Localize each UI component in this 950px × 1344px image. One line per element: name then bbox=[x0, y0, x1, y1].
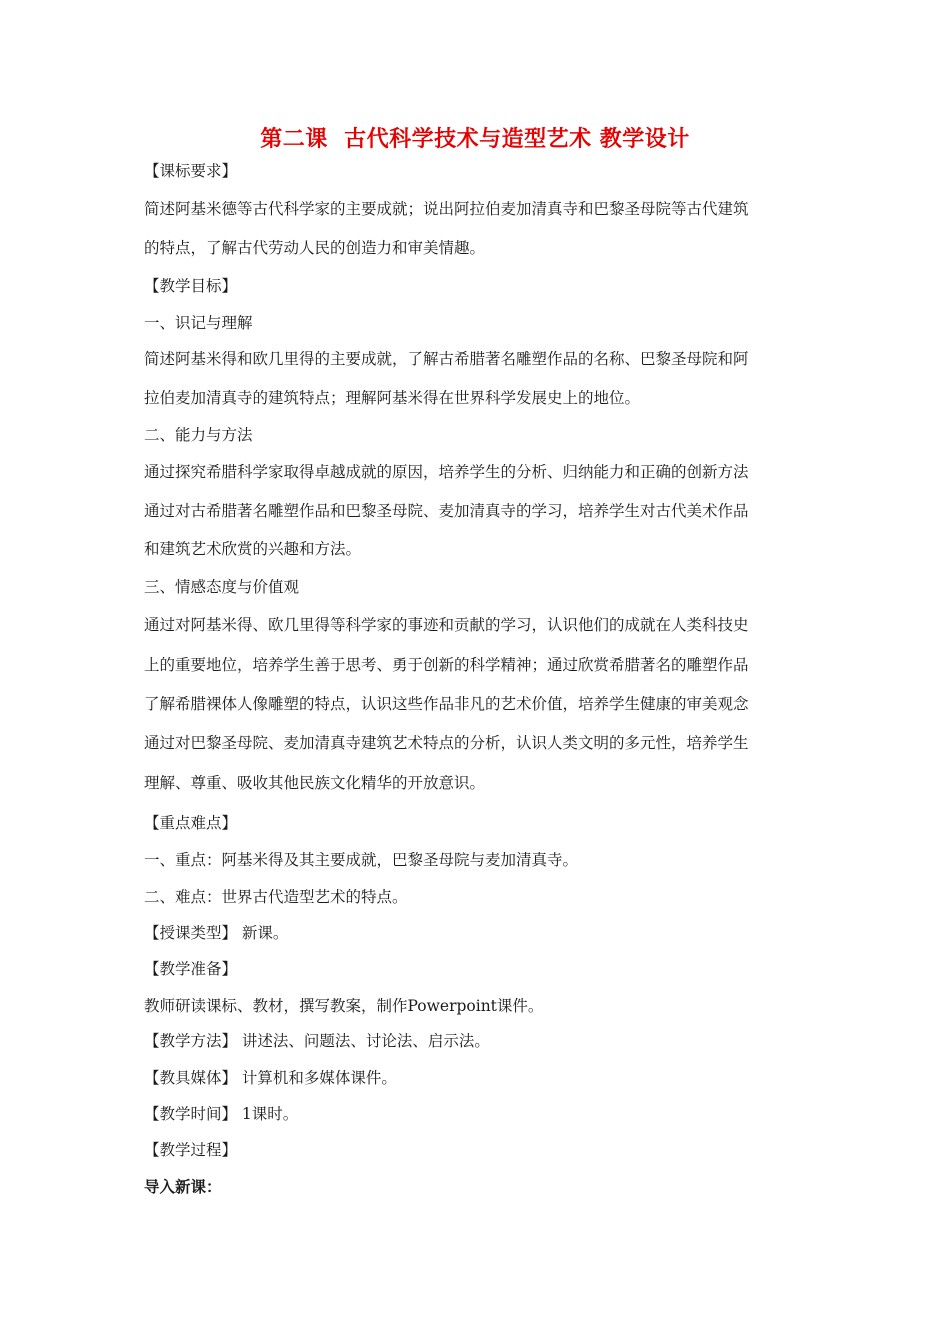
list-item-key-points: 一、重点：阿基米得及其主要成就，巴黎圣母院与麦加清真寺。 bbox=[144, 851, 579, 869]
document-title: 第二课 古代科学技术与造型艺术 教学设计 bbox=[260, 127, 690, 152]
subheading-introduction: 导入新课： bbox=[144, 1178, 222, 1196]
paragraph-line: 上的重要地位，培养学生善于思考、勇于创新的科学精神；通过欣赏希腊著名的雕塑作品 bbox=[144, 656, 749, 674]
paragraph-line: 通过探究希腊科学家取得卓越成就的原因，培养学生的分析、归纳能力和正确的创新方法 bbox=[144, 463, 749, 481]
paragraph-line: 简述阿基米德等古代科学家的主要成就；说出阿拉伯麦加清真寺和巴黎圣母院等古代建筑 bbox=[144, 200, 749, 218]
paragraph-line: 的特点，了解古代劳动人民的创造力和审美情趣。 bbox=[144, 239, 486, 257]
subheading-emotion-values: 三、情感态度与价值观 bbox=[144, 578, 300, 596]
section-heading-teaching-time: 【教学时间】 1课时。 bbox=[144, 1105, 299, 1123]
subheading-memory-understanding: 一、识记与理解 bbox=[144, 314, 253, 332]
paragraph-line: 通过对巴黎圣母院、麦加清真寺建筑艺术特点的分析，认识人类文明的多元性，培养学生 bbox=[144, 734, 749, 752]
paragraph-line: 拉伯麦加清真寺的建筑特点；理解阿基米得在世界科学发展史上的地位。 bbox=[144, 389, 641, 407]
paragraph-line: 和建筑艺术欣赏的兴趣和方法。 bbox=[144, 540, 362, 558]
section-heading-preparation: 【教学准备】 bbox=[144, 960, 238, 978]
paragraph-line: 理解、尊重、吸收其他民族文化精华的开放意识。 bbox=[144, 774, 486, 792]
section-heading-teaching-methods: 【教学方法】 讲述法、问题法、讨论法、启示法。 bbox=[144, 1032, 490, 1050]
section-heading-teaching-process: 【教学过程】 bbox=[144, 1141, 238, 1159]
paragraph-line: 简述阿基米得和欧几里得的主要成就，了解古希腊著名雕塑作品的名称、巴黎圣母院和阿 bbox=[144, 350, 749, 368]
paragraph-line: 通过对古希腊著名雕塑作品和巴黎圣母院、麦加清真寺的学习，培养学生对古代美术作品 bbox=[144, 502, 749, 520]
section-heading-media: 【教具媒体】 计算机和多媒体课件。 bbox=[144, 1069, 397, 1087]
paragraph-line: 了解希腊裸体人像雕塑的特点，认识这些作品非凡的艺术价值，培养学生健康的审美观念 bbox=[144, 695, 749, 713]
section-heading-lesson-type: 【授课类型】 新课。 bbox=[144, 924, 289, 942]
list-item-difficulties: 二、难点：世界古代造型艺术的特点。 bbox=[144, 888, 408, 906]
paragraph-line: 通过对阿基米得、欧几里得等科学家的事迹和贡献的学习，认识他们的成就在人类科技史 bbox=[144, 616, 749, 634]
section-heading-key-difficulties: 【重点难点】 bbox=[144, 814, 238, 832]
paragraph-line: 教师研读课标、教材，撰写教案，制作Powerpoint课件。 bbox=[144, 997, 544, 1015]
section-heading-teaching-goals: 【教学目标】 bbox=[144, 277, 238, 295]
section-heading-curriculum-standard: 【课标要求】 bbox=[144, 162, 238, 180]
subheading-ability-method: 二、能力与方法 bbox=[144, 426, 253, 444]
